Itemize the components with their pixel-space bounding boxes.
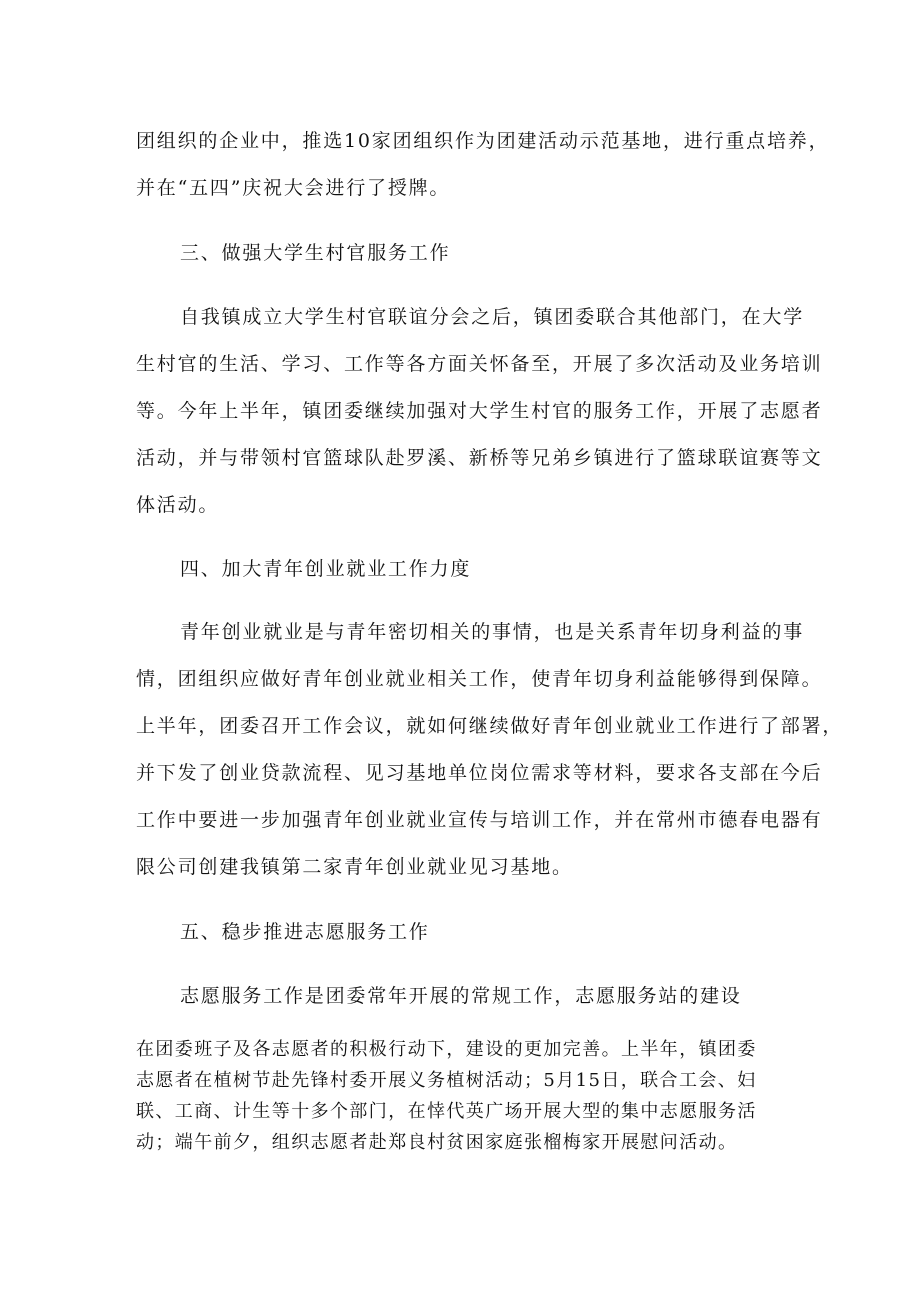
section-heading: 五、稳步推进志愿服务工作 <box>180 921 430 943</box>
paragraph-line: 情，团组织应做好青年创业就业相关工作，使青年切身利益能够得到保障。 <box>136 668 823 690</box>
paragraph-line: 并在“五四”庆祝大会进行了授牌。 <box>136 177 451 199</box>
paragraph-line: 生村官的生活、学习、工作等各方面关怀备至，开展了多次活动及业务培训 <box>136 353 823 375</box>
paragraph-line: 青年创业就业是与青年密切相关的事情，也是关系青年切身利益的事 <box>180 621 805 643</box>
section-heading: 四、加大青年创业就业工作力度 <box>180 558 472 580</box>
paragraph-line: 联、工商、计生等十多个部门，在悻代英广场开展大型的集中志愿服务活 <box>136 1101 757 1122</box>
paragraph-line: 活动，并与带领村官篮球队赴罗溪、新桥等兄弟乡镇进行了篮球联谊赛等文 <box>136 447 823 469</box>
paragraph-line: 动；端午前夕，组织志愿者赴郑良村贫困家庭张榴梅家开展慰问活动。 <box>136 1132 738 1153</box>
paragraph-line: 团组织的企业中，推选10家团组织作为团建活动示范基地，进行重点培养， <box>136 130 830 152</box>
paragraph-line: 并下发了创业贷款流程、见习基地单位岗位需求等材料，要求各支部在今后 <box>136 762 823 784</box>
paragraph-line: 工作中要进一步加强青年创业就业宣传与培训工作，并在常州市德春电器有 <box>136 809 823 831</box>
paragraph-line: 上半年，团委召开工作会议，就如何继续做好青年创业就业工作进行了部署， <box>136 715 844 737</box>
paragraph-line: 志愿者在植树节赴先锋村委开展义务植树活动；5月15日，联合工会、妇 <box>136 1070 757 1091</box>
paragraph-line: 等。今年上半年，镇团委继续加强对大学生村官的服务工作，开展了志愿者 <box>136 400 823 422</box>
paragraph-line: 体活动。 <box>136 494 220 516</box>
section-heading: 三、做强大学生村官服务工作 <box>180 242 451 264</box>
paragraph-line: 自我镇成立大学生村官联谊分会之后，镇团委联合其他部门，在大学 <box>180 306 805 328</box>
paragraph-line: 限公司创建我镇第二家青年创业就业见习基地。 <box>136 856 573 878</box>
paragraph-line: 在团委班子及各志愿者的积极行动下，建设的更加完善。上半年，镇团委 <box>136 1039 757 1060</box>
paragraph-line: 志愿服务工作是团委常年开展的常规工作，志愿服务站的建设 <box>180 985 742 1007</box>
